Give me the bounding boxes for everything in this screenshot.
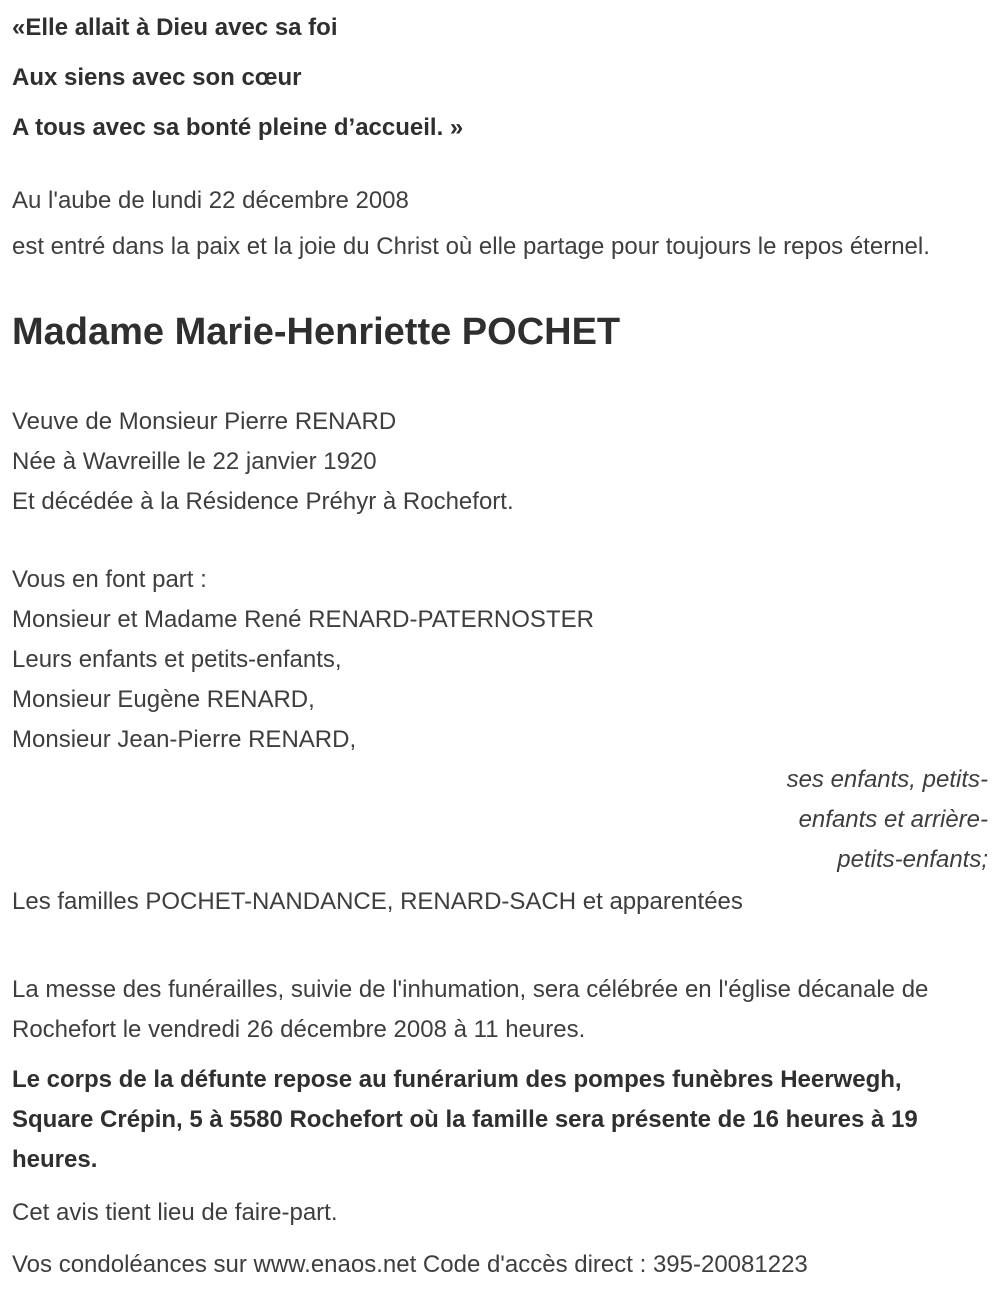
quote-line-1: «Elle allait à Dieu avec sa foi xyxy=(12,14,338,41)
repose-paragraph: Le corps de la défunte repose au funérarium des pompes funèbres Heerwegh, Square Crépin, 5 à 5580 Rochefort où la famille sera présente de 16 heures à 19 heures. xyxy=(12,1066,918,1173)
deceased-name-title: Madame Marie-Henriette POCHET xyxy=(12,311,621,353)
quote-block xyxy=(12,10,988,145)
condolences-line: Vos condoléances sur www.enaos.net Code d'accès direct : 395-20081223 xyxy=(12,1251,808,1278)
detail-death-place-line: Et décédée à la Résidence Préhyr à Rochefort. xyxy=(12,488,514,515)
family-member-line: Monsieur et Madame René RENARD-PATERNOSTER xyxy=(12,606,594,633)
family-member-line: Monsieur Eugène RENARD, xyxy=(12,686,315,713)
quote-line-2: Aux siens avec son cœur xyxy=(12,64,302,91)
family-relation-note: ses enfants, petits-enfants et arrière-petits-enfants; xyxy=(786,766,988,873)
quote-line-3: A tous avec sa bonté pleine d’accueil. » xyxy=(12,114,464,141)
death-date-line: Au l'aube de lundi 22 décembre 2008 xyxy=(12,187,409,214)
faire-part-notice: Cet avis tient lieu de faire-part. xyxy=(12,1199,338,1226)
detail-widow-line: Veuve de Monsieur Pierre RENARD xyxy=(12,408,397,435)
family-intro-line: Vous en font part : xyxy=(12,566,207,593)
extended-families-line: Les familles POCHET-NANDANCE, RENARD-SACH et apparentées xyxy=(12,888,743,915)
deceased-details-block xyxy=(12,402,988,522)
family-block xyxy=(12,560,988,760)
family-member-line: Monsieur Jean-Pierre RENARD, xyxy=(12,726,357,753)
funeral-mass-paragraph: La messe des funérailles, suivie de l'inhumation, sera célébrée en l'église décanale de Rochefort le vendredi 26 décembre 2008 à 11 heures. xyxy=(12,976,929,1043)
death-intro-paragraph: est entré dans la paix et la joie du Christ où elle partage pour toujours le repos éternel. xyxy=(12,233,930,260)
family-member-line: Leurs enfants et petits-enfants, xyxy=(12,646,342,673)
detail-birth-line: Née à Wavreille le 22 janvier 1920 xyxy=(12,448,377,475)
